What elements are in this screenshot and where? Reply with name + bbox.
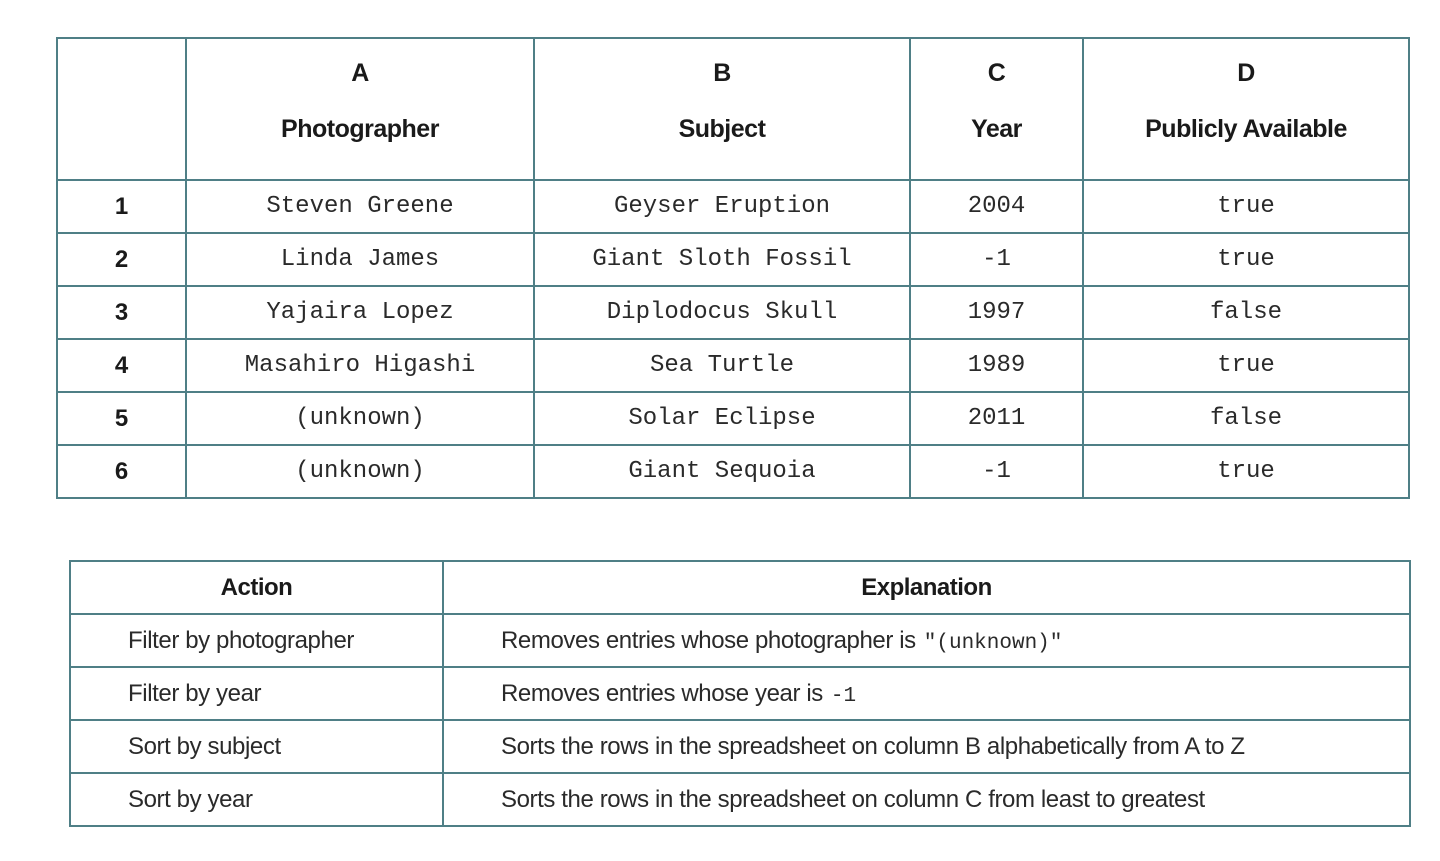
column-letter: C bbox=[987, 58, 1006, 87]
table-row bbox=[57, 339, 1409, 392]
row-number: 1 bbox=[57, 180, 186, 233]
photographer-cell: (unknown) bbox=[186, 445, 534, 498]
table-row bbox=[57, 392, 1409, 445]
subject-cell: Sea Turtle bbox=[534, 339, 910, 392]
subject-cell: Giant Sequoia bbox=[534, 445, 910, 498]
table-row bbox=[57, 286, 1409, 339]
available-cell: false bbox=[1083, 392, 1409, 445]
actions-table bbox=[69, 560, 1411, 827]
year-cell: -1 bbox=[910, 233, 1083, 286]
row-number: 3 bbox=[57, 286, 186, 339]
subject-cell: Solar Eclipse bbox=[534, 392, 910, 445]
explanation-code: -1 bbox=[830, 684, 857, 708]
table-row bbox=[70, 720, 1410, 773]
action-cell: Filter by year bbox=[70, 667, 443, 720]
subject-cell: Giant Sloth Fossil bbox=[534, 233, 910, 286]
explanation-header: Explanation bbox=[443, 561, 1410, 614]
explanation-cell bbox=[443, 667, 1410, 720]
available-cell: true bbox=[1083, 233, 1409, 286]
table-row bbox=[70, 667, 1410, 720]
table-row bbox=[70, 773, 1410, 826]
year-cell: -1 bbox=[910, 445, 1083, 498]
photographer-cell: (unknown) bbox=[186, 392, 534, 445]
table-row bbox=[70, 614, 1410, 667]
table-row bbox=[57, 180, 1409, 233]
row-number: 4 bbox=[57, 339, 186, 392]
year-cell: 1989 bbox=[910, 339, 1083, 392]
column-letter: B bbox=[713, 58, 731, 87]
explanation-code: "(unknown)" bbox=[923, 631, 1063, 655]
spreadsheet-table bbox=[56, 37, 1410, 499]
action-cell: Sort by subject bbox=[70, 720, 443, 773]
column-letter: D bbox=[1237, 58, 1255, 87]
action-header: Action bbox=[70, 561, 443, 614]
column-letter: A bbox=[351, 58, 369, 87]
explanation-cell bbox=[443, 720, 1410, 773]
column-name: Year bbox=[971, 114, 1022, 143]
column-name: Publicly Available bbox=[1145, 114, 1347, 143]
action-cell: Sort by year bbox=[70, 773, 443, 826]
table-row bbox=[57, 233, 1409, 286]
column-name: Subject bbox=[678, 114, 766, 143]
explanation-cell bbox=[443, 773, 1410, 826]
subject-cell: Geyser Eruption bbox=[534, 180, 910, 233]
column-header-a bbox=[186, 38, 534, 180]
action-cell: Filter by photographer bbox=[70, 614, 443, 667]
column-header-d bbox=[1083, 38, 1409, 180]
row-number: 5 bbox=[57, 392, 186, 445]
year-cell: 1997 bbox=[910, 286, 1083, 339]
explanation-text: Removes entries whose year is bbox=[501, 679, 823, 707]
actions-header-row bbox=[70, 561, 1410, 614]
row-number: 6 bbox=[57, 445, 186, 498]
table-row bbox=[57, 445, 1409, 498]
explanation-text: Removes entries whose photographer is bbox=[501, 626, 916, 654]
row-number: 2 bbox=[57, 233, 186, 286]
available-cell: true bbox=[1083, 180, 1409, 233]
explanation-text: Sorts the rows in the spreadsheet on column C from least to greatest bbox=[501, 785, 1205, 813]
subject-cell: Diplodocus Skull bbox=[534, 286, 910, 339]
photographer-cell: Linda James bbox=[186, 233, 534, 286]
column-name: Photographer bbox=[281, 114, 439, 143]
explanation-cell bbox=[443, 614, 1410, 667]
spreadsheet-header-row bbox=[57, 38, 1409, 180]
photographer-cell: Yajaira Lopez bbox=[186, 286, 534, 339]
photographer-cell: Steven Greene bbox=[186, 180, 534, 233]
year-cell: 2004 bbox=[910, 180, 1083, 233]
year-cell: 2011 bbox=[910, 392, 1083, 445]
photographer-cell: Masahiro Higashi bbox=[186, 339, 534, 392]
available-cell: true bbox=[1083, 339, 1409, 392]
explanation-text: Sorts the rows in the spreadsheet on column B alphabetically from A to Z bbox=[501, 732, 1245, 760]
corner-cell bbox=[57, 38, 186, 180]
available-cell: false bbox=[1083, 286, 1409, 339]
available-cell: true bbox=[1083, 445, 1409, 498]
column-header-c bbox=[910, 38, 1083, 180]
column-header-b bbox=[534, 38, 910, 180]
